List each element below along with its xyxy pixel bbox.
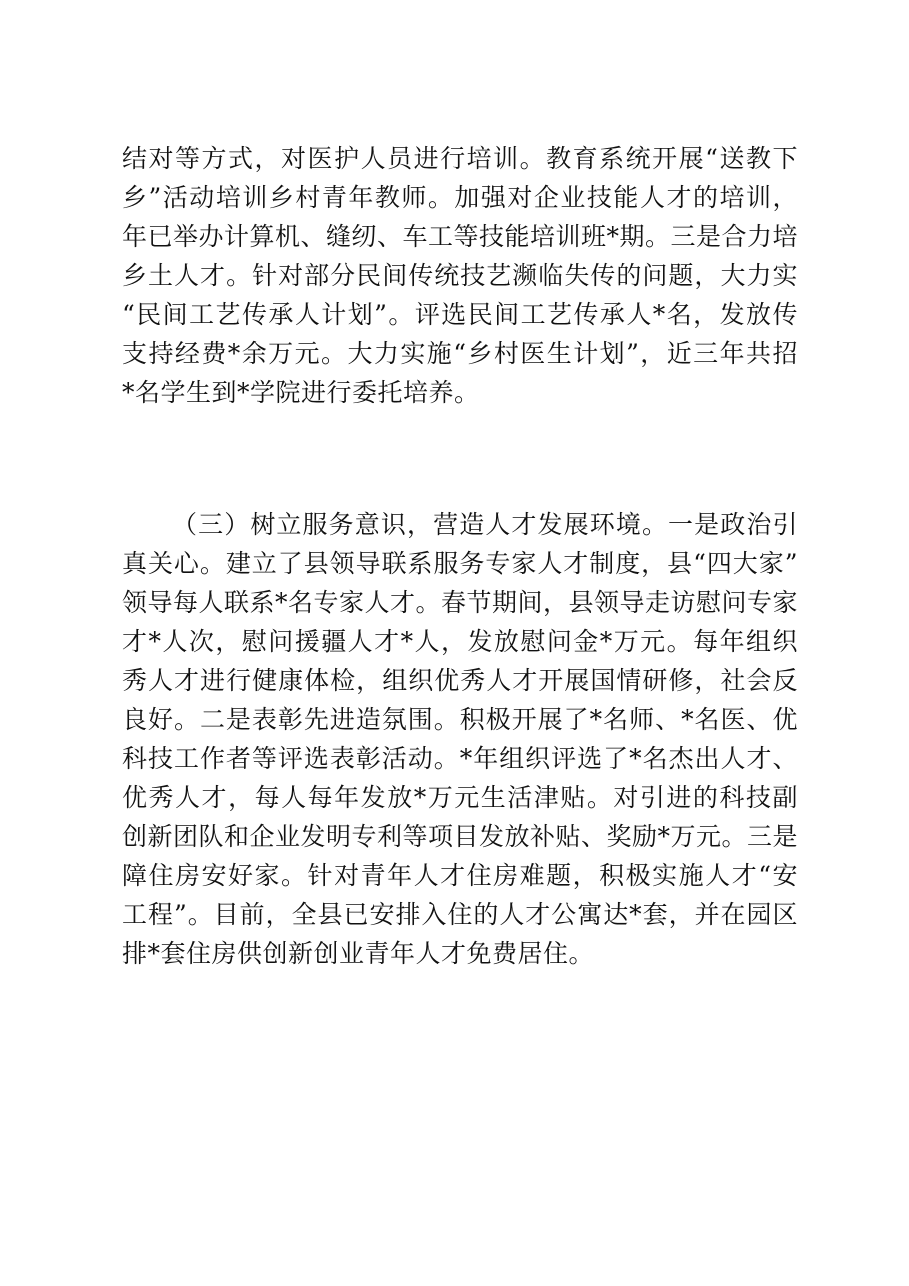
paragraph-service-awareness xyxy=(122,505,798,973)
paragraph-continued-training xyxy=(122,139,798,412)
text-line: 排*套住房供创新创业青年人才免费居住。 xyxy=(122,939,595,968)
text-line: 领导每人联系*名专家人才。春节期间，县领导走访慰问专家 xyxy=(122,588,798,617)
text-line: “民间工艺传承人计划”。评选民间工艺传承人*名，发放传 xyxy=(122,300,798,329)
text-line: 优秀人才，每人每年发放*万元生活津贴。对引进的科技副 xyxy=(122,783,798,812)
text-line: 科技工作者等评选表彰活动。*年组织评选了*名杰出人才、 xyxy=(122,744,798,773)
text-line: 良好。二是表彰先进造氛围。积极开展了*名师、*名医、优 xyxy=(122,705,798,734)
text-line: （三）树立服务意识，营造人才发展环境。一是政治引 xyxy=(172,510,798,539)
text-line: 真关心。建立了县领导联系服务专家人才制度，县“四大家” xyxy=(122,549,798,578)
text-line: 乡土人才。针对部分民间传统技艺濒临失传的问题，大力实 xyxy=(122,261,798,290)
text-line: 支持经费*余万元。大力实施“乡村医生计划”，近三年共招 xyxy=(122,339,798,368)
text-line: 乡”活动培训乡村青年教师。加强对企业技能人才的培训， xyxy=(122,183,798,212)
text-line: 秀人才进行健康体检，组织优秀人才开展国情研修，社会反 xyxy=(122,666,798,695)
text-line: 创新团队和企业发明专利等项目发放补贴、奖励*万元。三是 xyxy=(122,822,798,851)
text-line: 才*人次，慰问援疆人才*人，发放慰问金*万元。每年组织 xyxy=(122,627,798,656)
text-line: 年已举办计算机、缝纫、车工等技能培训班*期。三是合力培 xyxy=(122,222,798,251)
text-line: 工程”。目前，全县已安排入住的人才公寓达*套，并在园区 xyxy=(122,900,798,929)
text-line: *名学生到*学院进行委托培养。 xyxy=(122,378,480,407)
text-line: 结对等方式，对医护人员进行培训。教育系统开展“送教下 xyxy=(122,144,798,173)
text-line: 障住房安好家。针对青年人才住房难题，积极实施人才“安 xyxy=(122,861,798,890)
